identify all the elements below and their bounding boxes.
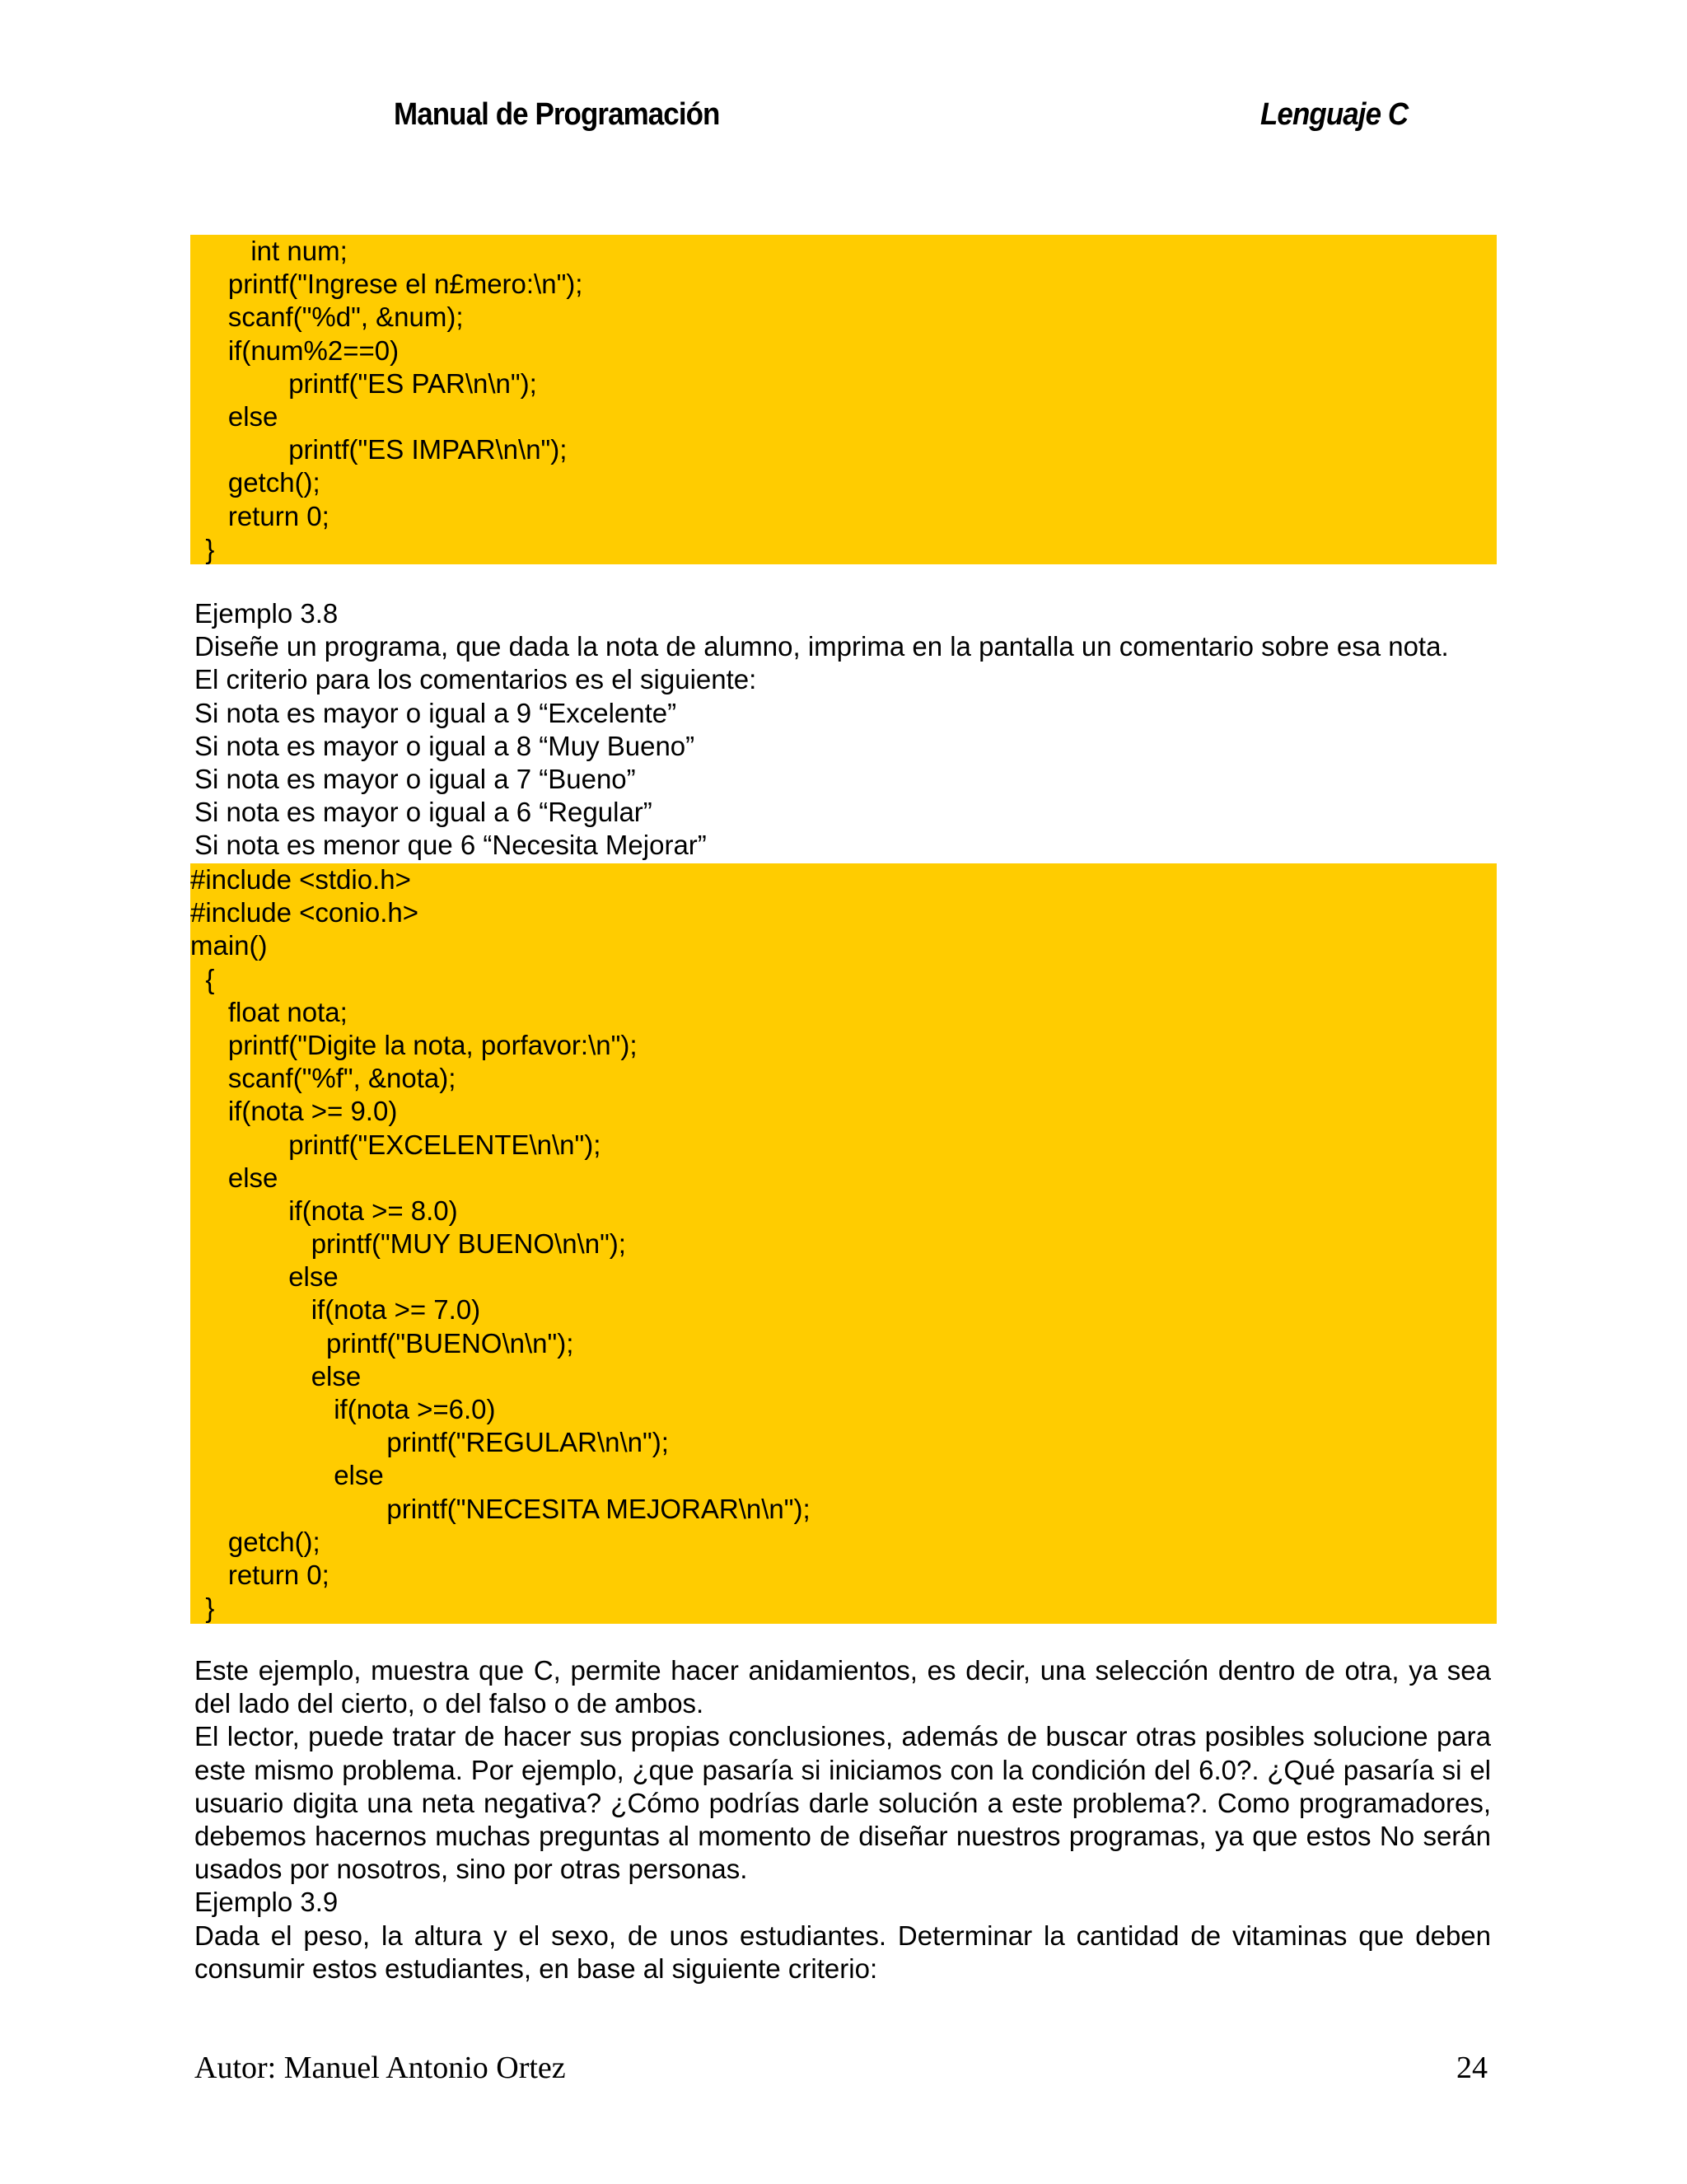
code-line: printf("NECESITA MEJORAR\n\n"); — [190, 1493, 811, 1524]
header-title: Manual de Programación — [394, 97, 720, 132]
code-block-1 — [190, 235, 1497, 564]
code-line: float nota; — [190, 996, 348, 1027]
code-line: if(nota >= 9.0) — [190, 1096, 398, 1127]
code-line: else — [190, 400, 278, 432]
code-line: printf("Ingrese el n£mero:\n"); — [190, 269, 583, 300]
example-heading: Ejemplo 3.8 — [194, 598, 339, 629]
text-line: Diseñe un programa, que dada la nota de alumno, imprima en la pantalla un comentario sobre esa nota. — [194, 631, 1449, 662]
code-line: else — [190, 1261, 339, 1293]
code-line: printf("ES PAR\n\n"); — [190, 367, 537, 399]
code-line: printf("REGULAR\n\n"); — [190, 1427, 669, 1458]
footer-author: Autor: Manuel Antonio Ortez — [194, 2051, 566, 2085]
code-line: { — [190, 963, 215, 994]
criteria-line: Si nota es mayor o igual a 6 “Regular” — [194, 797, 652, 828]
code-line: getch(); — [190, 1526, 320, 1557]
code-line: scanf("%f", &nota); — [190, 1063, 456, 1094]
code-line: if(nota >= 8.0) — [190, 1195, 458, 1226]
code-line: printf("ES IMPAR\n\n"); — [190, 434, 568, 465]
criteria-line: Si nota es menor que 6 “Necesita Mejorar” — [194, 830, 707, 861]
code-line: int num; — [190, 236, 348, 266]
code-line: else — [190, 1460, 384, 1491]
code-block-2 — [190, 863, 1497, 1624]
header-subtitle: Lenguaje C — [1260, 97, 1409, 132]
code-line: if(nota >=6.0) — [190, 1394, 496, 1424]
criteria-line: Si nota es mayor o igual a 9 “Excelente” — [194, 697, 677, 728]
explanation-section — [194, 1654, 1491, 1985]
criteria-line: Si nota es mayor o igual a 8 “Muy Bueno” — [194, 730, 695, 761]
code-line: return 0; — [190, 1559, 329, 1590]
page-number: 24 — [1456, 2051, 1488, 2085]
code-line: getch(); — [190, 467, 320, 498]
paragraph-nesting: Este ejemplo, muestra que C, permite hacer anidamientos, es decir, una selección dentro de otra, ya sea del lado del cierto, o del falso o de ambos. — [194, 1655, 1491, 1719]
code-line: return 0; — [190, 500, 329, 531]
code-line: #include <stdio.h> — [190, 864, 411, 895]
code-line: } — [190, 1592, 215, 1624]
text-line: El criterio para los comentarios es el siguiente: — [194, 664, 757, 695]
code-line: else — [190, 1360, 362, 1391]
criteria-line: Si nota es mayor o igual a 7 “Bueno” — [194, 763, 636, 794]
paragraph-reader-questions: El lector, puede tratar de hacer sus propias conclusiones, además de buscar otras posibles solucione para este mismo problema. Por ejemplo, ¿que pasaría si iniciamos con la condición del 6.0?. ¿Qué pasaría si el usuario digita una neta negativa? ¿Cómo podrías darle solución a este problema?. Como programadores, debemos hacernos muchas preguntas al momento de diseñar nuestros programas, ya que estos No serán usados por nosotros, sino por otras personas. — [194, 1721, 1491, 1885]
code-line: printf("EXCELENTE\n\n"); — [190, 1129, 601, 1160]
code-line: } — [190, 533, 215, 564]
code-line: printf("MUY BUENO\n\n"); — [190, 1228, 626, 1260]
code-line: scanf("%d", &num); — [190, 302, 464, 333]
code-line: main() — [190, 930, 268, 961]
code-line: printf("BUENO\n\n"); — [190, 1327, 574, 1359]
paragraph-vitamins: Dada el peso, la altura y el sexo, de unos estudiantes. Determinar la cantidad de vitaminas que deben consumir estos estudiantes, en base al siguiente criterio: — [194, 1920, 1491, 1984]
code-line: printf("Digite la nota, porfavor:\n"); — [190, 1029, 638, 1060]
code-line: if(nota >= 7.0) — [190, 1294, 481, 1326]
code-line: #include <conio.h> — [190, 897, 419, 928]
example-heading: Ejemplo 3.9 — [194, 1887, 339, 1918]
code-line: if(num%2==0) — [190, 334, 400, 366]
code-line: else — [190, 1162, 278, 1193]
example-3-8-section — [194, 597, 1491, 863]
